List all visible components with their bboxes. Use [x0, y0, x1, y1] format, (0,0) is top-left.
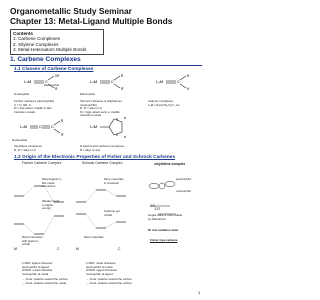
sidebar-singlet-note: [148, 214, 208, 221]
bottom-left-line-6: → bond: polarize toward the carbon: [22, 277, 68, 281]
schrock-structure: [90, 74, 124, 91]
contents-item-3: 3. Metal-Heteroatom Multiple Bonds: [13, 47, 87, 53]
vinylidene-desc: R, R' = alkyl or H: [14, 147, 36, 152]
sidebar-nucleophilic: nucleophilic: [176, 189, 192, 193]
svg-text:XR: XR: [55, 74, 60, 78]
svg-text:C: C: [51, 124, 54, 129]
fischer-orbital-label-2: Weaker bond to higher energy: [42, 199, 60, 210]
contents-item-2: 2. Silylene Complexes: [13, 41, 59, 47]
nhc-caption: [80, 145, 150, 152]
schrock-orbital-label-2: Carbene sp² orbital: [104, 209, 120, 217]
svg-text:N: N: [116, 117, 119, 121]
schrock-diagram-header: Schrock Carbene Complex: [82, 161, 123, 165]
bottom-left-notes: [22, 262, 82, 285]
bottom-right-line-7: → bond: polarize toward the carbon: [86, 280, 132, 285]
svg-text:L₅M: L₅M: [156, 79, 164, 84]
sidebar-vinylidene-complex: vinylidene complex: [154, 162, 186, 166]
schrock-desc-line-3: R, R' = alkyl or H: [80, 106, 102, 110]
svg-text::CO: :CO: [154, 207, 161, 211]
subsection-1-2-title: 1.2 Origin of the Electronic Properties of Fisher and Schrock Carbenes: [14, 155, 176, 160]
svg-text:R': R': [61, 133, 64, 137]
bottom-left-line-1: LUMO: ligand character: [22, 261, 53, 265]
svg-text:LₙM: LₙM: [24, 79, 32, 84]
bottom-left-line-4: nucleophilic at metal: [22, 271, 49, 276]
nhc-label: N-heterocyclic carbene complexes: [80, 144, 125, 148]
cationic-structure: [156, 74, 190, 91]
svg-text:C: C: [39, 124, 42, 129]
document-title: [10, 6, 172, 26]
schrock-description: [80, 100, 142, 118]
svg-text:C: C: [111, 79, 114, 84]
svg-text:R': R': [55, 87, 58, 91]
svg-text:C: C: [177, 79, 180, 84]
fischer-desc-line-1: Fischer carbenes (electrophilic): [14, 99, 55, 103]
sidebar-co-ligand: CO: [150, 204, 156, 208]
svg-text:LₙM: LₙM: [90, 124, 98, 129]
vinylidene-structure: [20, 119, 64, 137]
bottom-right-line-3: HOMO: ligand character: [86, 268, 118, 272]
svg-text:C: C: [45, 79, 48, 84]
cationic-desc-line-2: L₅M = [Fe(CO)₂Cp]⁺, etc.: [148, 102, 181, 107]
vinylidene-caption: [14, 145, 78, 152]
fischer-nucleophile-label: Nucleophile: [14, 92, 30, 96]
sidebar-electrophilic: electrophilic: [176, 177, 192, 181]
vinylidene-label: Vinylidene complexes: [14, 144, 42, 148]
svg-text:LₙM: LₙM: [20, 124, 28, 129]
sidebar-low-oxidation: M: low oxidation state: [148, 228, 179, 232]
schrock-electrophile-label: Electrophile: [80, 92, 96, 96]
contents-item-1: 1. Carbene Complexes: [13, 36, 60, 42]
nhc-structure: [90, 116, 127, 139]
bottom-right-line-2: electrophilic at metal: [86, 264, 113, 269]
page-number: 1: [198, 290, 201, 295]
fischer-orbital-label-3: Bond interaction with ligand σ-orbital: [22, 235, 43, 246]
svg-text:R: R: [187, 74, 190, 78]
svg-text:R: R: [124, 116, 127, 120]
nucleophile-label-lower: Nucleophile: [12, 138, 28, 142]
bottom-right-notes: [86, 262, 146, 285]
bottom-right-line-1: LUMO: metal character: [86, 261, 116, 265]
svg-text:C: C: [118, 247, 121, 251]
fischer-description: [14, 100, 76, 114]
sidebar-fisher-type: Fisher type carbene: [150, 238, 178, 242]
contents-heading: Contents: [13, 31, 33, 36]
bottom-right-line-6: → bond: polarize toward the carbon: [86, 277, 132, 281]
svg-text:M: M: [76, 247, 79, 251]
nhc-desc: R = alkyl or aryl: [80, 147, 100, 152]
bottom-right-line-4: nucleophilic at ligand: [86, 271, 113, 276]
schrock-desc-line-5: transition metals: [80, 113, 102, 117]
fischer-diagram-header: Fischer Carbene Complex: [22, 161, 62, 165]
sidebar-singlet-state: singlet state is more stable: [148, 213, 183, 217]
section-1-rule: [10, 65, 202, 66]
svg-text:M: M: [14, 247, 17, 251]
schrock-orbital-label-3: More metal like: [84, 235, 104, 239]
contents-box: [10, 29, 104, 55]
fischer-desc-line-4: transition metals: [14, 109, 36, 114]
subsection-1-1-title: 1.1 Classes of Carbene Complexes: [14, 67, 94, 72]
sidebar-carbene-sketch: [149, 181, 176, 214]
title-line-1: Organometallic Study Seminar: [10, 6, 132, 16]
schrock-desc-line-4: M = high-valent early or middle: [80, 109, 120, 114]
svg-text:R: R: [121, 74, 124, 78]
fischer-electrophile-label: Electrophile: [44, 83, 60, 87]
schrock-desc-line-2: (nucleophilic): [80, 102, 98, 107]
fischer-orbital-label-1: Mixed ligand π-like metal interaction: [42, 177, 62, 188]
schrock-orbital-diagram: [76, 190, 126, 251]
schrock-orbital-label-1: More metal like in character: [104, 177, 124, 185]
svg-text:C: C: [57, 247, 60, 251]
svg-text:R: R: [61, 119, 64, 123]
sidebar-by-40: by 40kcal/mol: [148, 216, 166, 221]
section-1-title: 1. Carbene Complexes: [10, 56, 81, 63]
svg-text:N: N: [116, 133, 119, 137]
svg-text:H: H: [187, 87, 190, 91]
cationic-desc-line-1: Cationic complexes: [148, 99, 174, 103]
svg-text:R: R: [124, 135, 127, 139]
svg-text:LₙM: LₙM: [90, 79, 98, 84]
bottom-left-line-2: electrophilic at ligand: [22, 264, 49, 269]
cationic-description: [148, 100, 204, 107]
schrock-desc-line-1: Schrock carbenes or Alkylidenes: [80, 99, 122, 103]
title-line-2: Chapter 13: Metal-Ligand Multiple Bonds: [10, 16, 173, 26]
bottom-left-line-7: → bond: polarize toward the metal: [22, 280, 67, 285]
svg-text:R': R': [121, 87, 124, 91]
bottom-left-line-3: HOMO: metal character: [22, 268, 53, 272]
fischer-desc-line-2: X = O, NR, S: [14, 102, 31, 107]
fischer-desc-line-3: M = low-valent, middle or late: [14, 106, 52, 110]
